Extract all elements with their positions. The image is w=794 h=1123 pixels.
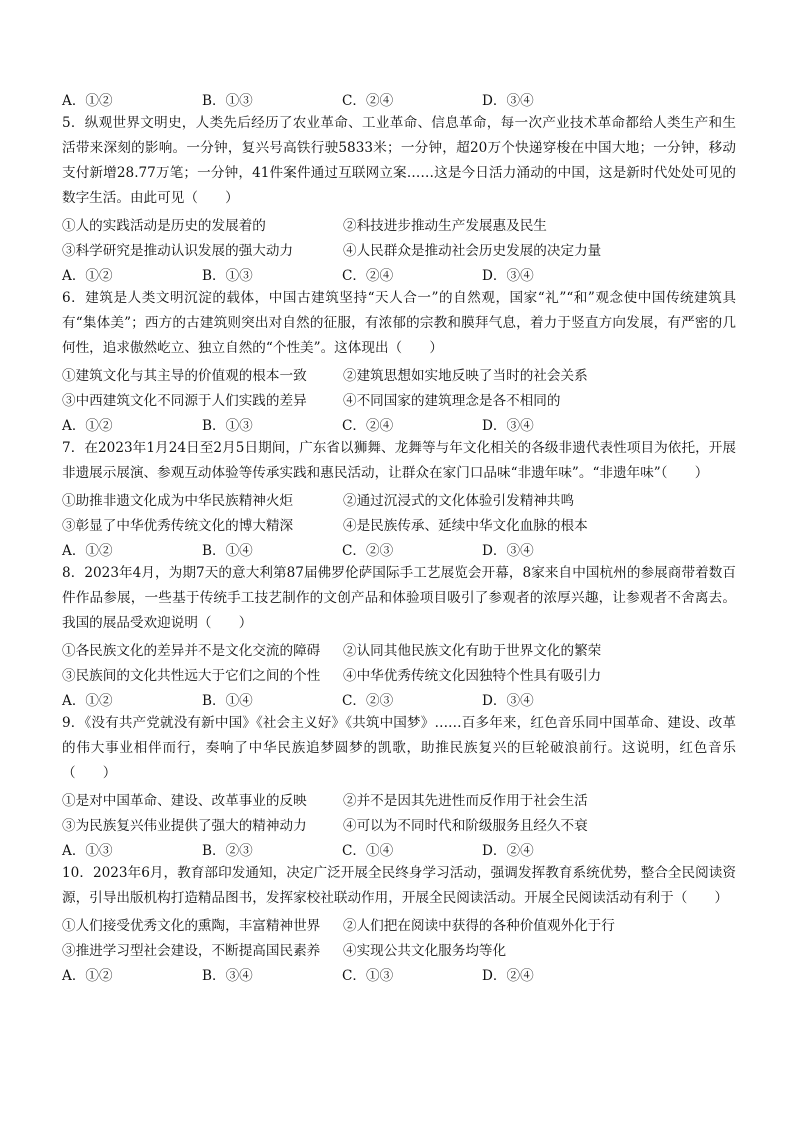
option-c: C．②③ <box>342 542 394 559</box>
statement-2: ②人们把在阅读中获得的各种价值观外化于行 <box>343 917 615 934</box>
statement-3: ③推进学习型社会建设，不断提高国民素养 <box>62 942 321 959</box>
option-d: D．③④ <box>482 417 534 434</box>
statement-1: ①各民族文化的差异并不是文化交流的障碍 <box>62 642 321 659</box>
option-d: D．②④ <box>482 842 534 859</box>
question-6 <box>62 286 736 436</box>
question-stem: 7．在2023年1月24日至2月5日期间，广东省以狮舞、龙舞等与年文化相关的各级非遗代表性项目为依托，开展非遗展示展演、参观互动体验等传承实践和惠民活动，让群众在家门口品味“非遗年味”。“非遗年味”（ ） <box>62 440 736 481</box>
option-b: B．①③ <box>202 267 253 284</box>
option-c: C．②③ <box>342 692 394 709</box>
option-a: A．①② <box>62 417 113 434</box>
statement-4: ④可以为不同时代和阶级服务且经久不衰 <box>343 817 588 834</box>
statement-row <box>62 911 736 936</box>
option-c: C．②④ <box>342 92 394 109</box>
option-c: C．①④ <box>342 842 394 859</box>
statement-row <box>62 936 736 961</box>
statement-2: ②科技进步推动生产发展惠及民生 <box>343 217 547 234</box>
option-a: A．①③ <box>62 842 113 859</box>
option-c: C．②④ <box>342 417 394 434</box>
question-5 <box>62 111 736 286</box>
statement-3: ③中西建筑文化不同源于人们实践的差异 <box>62 392 307 409</box>
option-b: B．①④ <box>202 692 253 709</box>
question-stem: 8．2023年4月，为期7天的意大利第87届佛罗伦萨国际手工艺展览会开幕，8家来自中国杭州的参展商带着数百件作品参展，一些基于传统手工技艺制作的文创产品和体验项目吸引了参观者的浓厚兴趣，让参观者不舍离去。我国的展品受欢迎说明（ ） <box>62 565 736 631</box>
exam-page <box>62 86 736 986</box>
statement-2: ②并不是因其先进性而反作用于社会生活 <box>343 792 588 809</box>
statement-1: ①是对中国革命、建设、改革事业的反映 <box>62 792 307 809</box>
statement-2: ②通过沉浸式的文化体验引发精神共鸣 <box>343 492 575 509</box>
statement-4: ④不同国家的建筑理念是各不相同的 <box>343 392 561 409</box>
statement-row <box>62 236 736 261</box>
option-d: D．③④ <box>482 542 534 559</box>
option-a: A．①② <box>62 267 113 284</box>
option-a: A．①② <box>62 542 113 559</box>
question-stem: 6．建筑是人类文明沉淀的载体，中国古建筑坚持“天人合一”的自然观，国家“礼”“和”观念使中国传统建筑具有“集体美”；西方的古建筑则突出对自然的征服，有浓郁的宗教和膜拜气息，着力于竖直方向发展，有严密的几何性，追求傲然屹立、独立自然的“个性美”。这体现出（ ） <box>62 290 736 356</box>
option-d: D．③④ <box>482 692 534 709</box>
question-8 <box>62 561 736 711</box>
statement-row <box>62 386 736 411</box>
statement-3: ③民族间的文化共性远大于它们之间的个性 <box>62 667 321 684</box>
option-a: A．①② <box>62 967 113 984</box>
statement-2: ②建筑思想如实地反映了当时的社会关系 <box>343 367 588 384</box>
statement-4: ④中华优秀传统文化因独特个性具有吸引力 <box>343 667 602 684</box>
options-row <box>62 261 736 286</box>
option-d: D．③④ <box>482 267 534 284</box>
option-d: D．②④ <box>482 967 534 984</box>
statement-row <box>62 636 736 661</box>
option-b: B．③④ <box>202 967 253 984</box>
option-c: C．②④ <box>342 267 394 284</box>
options-row <box>62 961 736 986</box>
question-9 <box>62 711 736 861</box>
option-a: A．①② <box>62 692 113 709</box>
statement-row <box>62 511 736 536</box>
question-7 <box>62 436 736 561</box>
statement-1: ①建筑文化与其主导的价值观的根本一致 <box>62 367 307 384</box>
statement-1: ①人的实践活动是历史的发展着的 <box>62 217 266 234</box>
statement-1: ①助推非遗文化成为中华民族精神火炬 <box>62 492 294 509</box>
option-b: B．①③ <box>202 417 253 434</box>
statement-3: ③科学研究是推动认识发展的强大动力 <box>62 242 294 259</box>
question-stem: 5．纵观世界文明史，人类先后经历了农业革命、工业革命、信息革命，每一次产业技术革命都给人类生产和生活带来深刻的影响。一分钟，复兴号高铁行驶5833米；一分钟，超20万个快递穿梭在中国大地；一分钟，移动支付新增28.77万笔；一分钟，41件案件通过互联网立案……这是今日活力涌动的中国，这是新时代处处可见的数字生活。由此可见（ ） <box>62 115 736 206</box>
option-c: C．①③ <box>342 967 394 984</box>
statement-3: ③彰显了中华优秀传统文化的博大精深 <box>62 517 294 534</box>
question-stem: 9．《没有共产党就没有新中国》《社会主义好》《共筑中国梦》……百多年来，红色音乐同中国革命、建设、改革的伟大事业相伴而行，奏响了中华民族追梦圆梦的凯歌，助推民族复兴的巨轮破浪前行。这说明，红色音乐（ ） <box>62 715 736 781</box>
statement-4: ④人民群众是推动社会历史发展的决定力量 <box>343 242 602 259</box>
statement-row <box>62 486 736 511</box>
options-row <box>62 836 736 861</box>
statement-row <box>62 661 736 686</box>
options-row <box>62 411 736 436</box>
options-row <box>62 536 736 561</box>
statement-row <box>62 786 736 811</box>
statement-4: ④实现公共文化服务均等化 <box>343 942 507 959</box>
options-row <box>62 686 736 711</box>
option-d: D．③④ <box>482 92 534 109</box>
statement-row <box>62 811 736 836</box>
statement-3: ③为民族复兴伟业提供了强大的精神动力 <box>62 817 307 834</box>
statement-1: ①人们接受优秀文化的熏陶，丰富精神世界 <box>62 917 321 934</box>
option-b: B．②③ <box>202 842 253 859</box>
top-options-row <box>62 86 736 111</box>
option-b: B．①④ <box>202 542 253 559</box>
statement-row <box>62 361 736 386</box>
statement-row <box>62 211 736 236</box>
option-b: B．①③ <box>202 92 253 109</box>
option-a: A．①② <box>62 92 113 109</box>
question-stem: 10．2023年6月，教育部印发通知，决定广泛开展全民终身学习活动，强调发挥教育系统优势，整合全民阅读资源，引导出版机构打造精品图书，发挥家校社联动作用，开展全民阅读活动。开展全民阅读活动有利于（ ） <box>62 865 736 906</box>
statement-2: ②认同其他民族文化有助于世界文化的繁荣 <box>343 642 602 659</box>
statement-4: ④是民族传承、延续中华文化血脉的根本 <box>343 517 588 534</box>
question-10 <box>62 861 736 986</box>
